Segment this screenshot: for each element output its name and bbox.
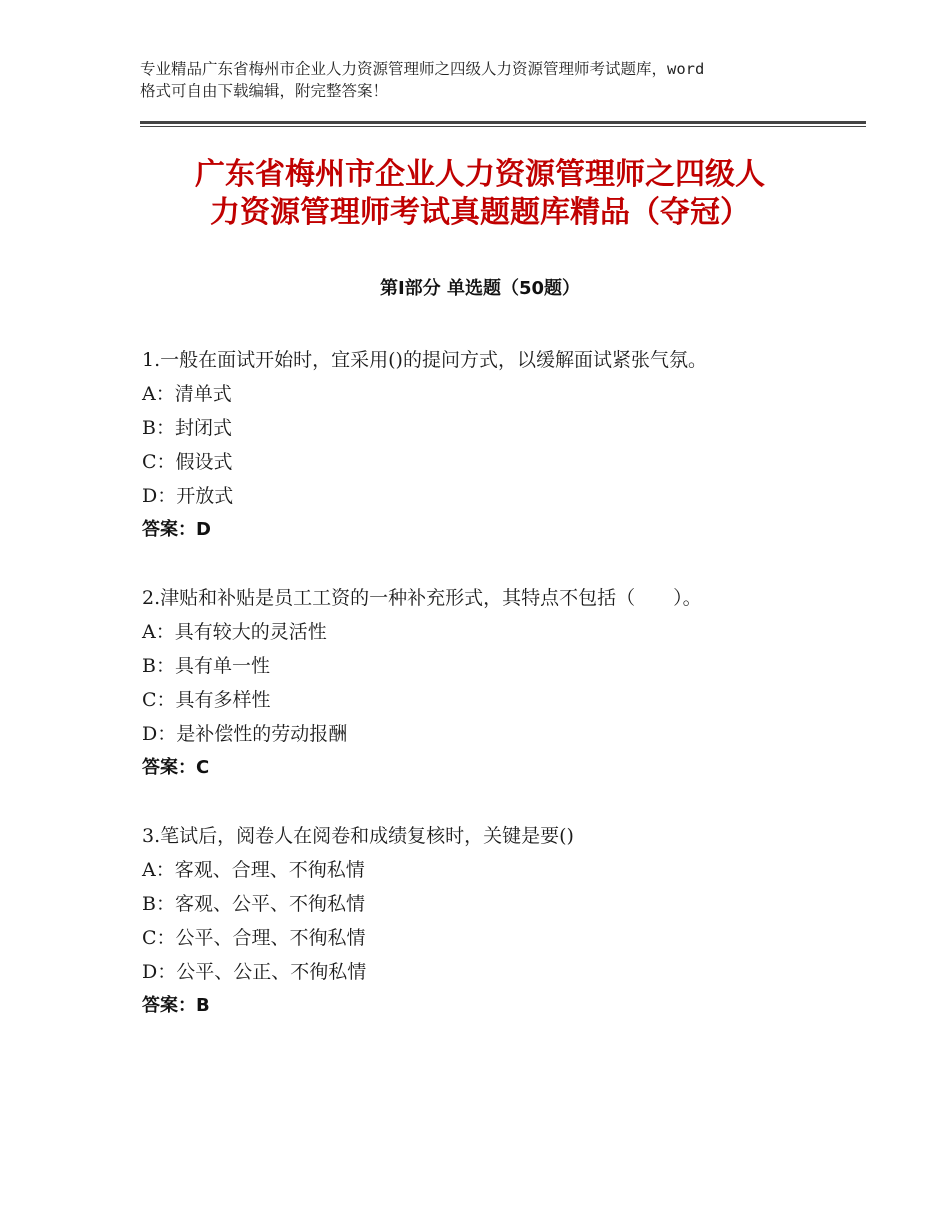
option-c: C：公平、合理、不徇私情 [142, 927, 366, 949]
header-note-line-1: 专业精品广东省梅州市企业人力资源管理师之四级人力资源管理师考试题库，word [140, 60, 705, 78]
question-stem: 1.一般在面试开始时，宜采用()的提问方式，以缓解面试紧张气氛。 [142, 349, 707, 371]
header-divider-thin [140, 126, 866, 127]
question-stem: 3.笔试后，阅卷人在阅卷和成绩复核时，关键是要() [142, 825, 574, 847]
document-title-line-2: 力资源管理师考试真题题库精品（夺冠） [210, 195, 750, 230]
document-title-line-1: 广东省梅州市企业人力资源管理师之四级人 [195, 157, 765, 192]
option-d: D：开放式 [142, 485, 234, 507]
option-a: A：具有较大的灵活性 [142, 621, 327, 643]
header-note [140, 58, 840, 102]
option-b: B：封闭式 [142, 417, 232, 439]
option-a: A：客观、合理、不徇私情 [142, 859, 365, 881]
answer-label: 答案：D [142, 519, 211, 540]
option-a: A：清单式 [142, 383, 232, 405]
header-divider-thick [140, 121, 866, 124]
question-1 [142, 343, 842, 547]
option-d: D：是补偿性的劳动报酬 [142, 723, 348, 745]
section-title: 第Ⅰ部分 单选题（50题） [379, 278, 580, 299]
question-3 [142, 819, 842, 1023]
option-c: C：具有多样性 [142, 689, 271, 711]
answer-label: 答案：C [142, 757, 210, 778]
question-list [142, 343, 842, 1057]
option-b: B：客观、公平、不徇私情 [142, 893, 365, 915]
option-b: B：具有单一性 [142, 655, 270, 677]
answer-label: 答案：B [142, 995, 210, 1016]
question-2 [142, 581, 842, 785]
option-c: C：假设式 [142, 451, 233, 473]
question-stem: 2.津贴和补贴是员工工资的一种补充形式，其特点不包括（ ）。 [142, 587, 702, 609]
document-title [140, 156, 820, 232]
option-d: D：公平、公正、不徇私情 [142, 961, 367, 983]
header-note-line-2: 格式可自由下载编辑，附完整答案！ [140, 82, 389, 100]
